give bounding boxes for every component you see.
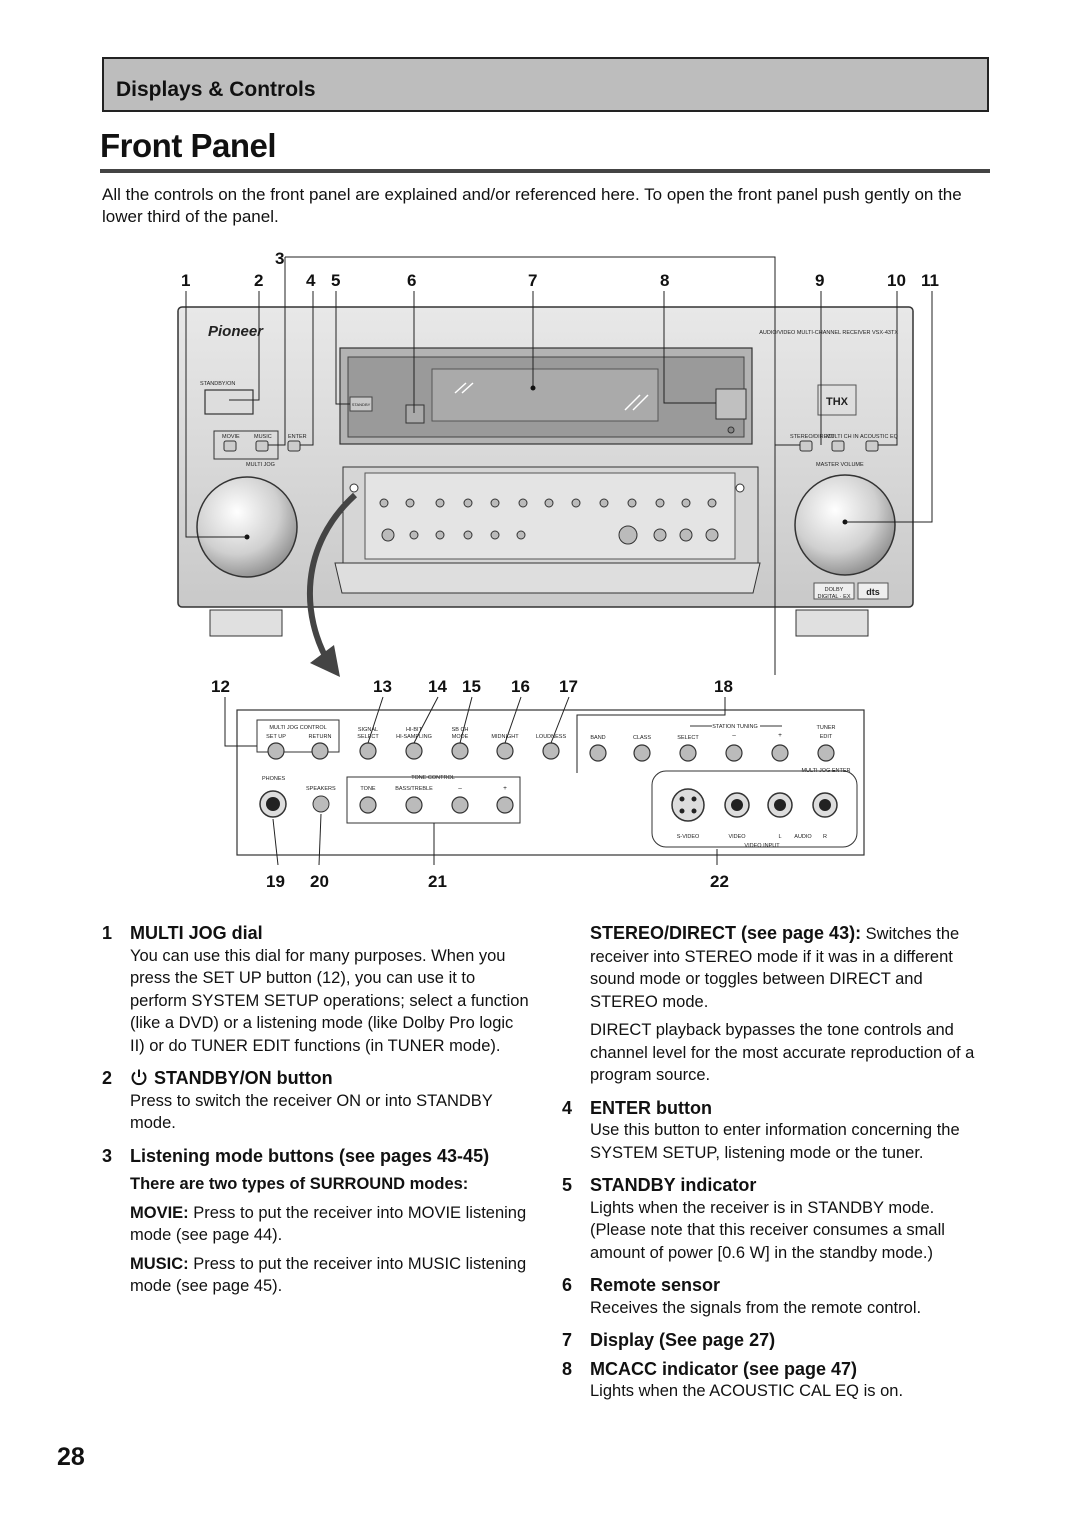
svg-text:STANDBY: STANDBY [351, 402, 371, 407]
remote-sensor [406, 405, 424, 423]
stereo-direct-body2: DIRECT playback bypasses the tone controls and channel level for the most accurate reproduction of a program source. [590, 1021, 975, 1084]
tone-minus-button[interactable] [452, 797, 468, 813]
item-8: 8 MCACC indicator (see page 47) [562, 1358, 858, 1379]
callout-2: 2 [254, 271, 264, 290]
model-label: AUDIO/VIDEO MULTI-CHANNEL RECEIVER VSX-43TX [759, 330, 898, 336]
item-3-heading: Listening mode buttons (see pages 43-45) [130, 1145, 490, 1166]
callout-18: 18 [714, 677, 733, 696]
item-7-heading: Display (See page 27) [590, 1330, 776, 1350]
item-1-heading: MULTI JOG dial [130, 923, 263, 943]
item-3-subheading: There are two types of SURROUND modes: [130, 1175, 469, 1193]
svg-text:AUDIO: AUDIO [794, 834, 812, 840]
tone-plus-button[interactable] [497, 797, 513, 813]
svg-text:+: + [778, 732, 782, 739]
front-panel-figure [0, 245, 1080, 905]
item-6: 6 Remote sensor [562, 1275, 721, 1295]
item-2: 2 STANDBY/ON button [102, 1068, 333, 1088]
svg-text:HI-BIT: HI-BIT [406, 727, 422, 733]
callout-16: 16 [511, 677, 530, 696]
midnight-button[interactable] [497, 743, 513, 759]
callout-4: 4 [306, 271, 316, 290]
stereo-direct-button[interactable] [800, 441, 812, 451]
movie-button[interactable] [224, 441, 236, 451]
item-6-body: Receives the signals from the remote control. [590, 1298, 922, 1317]
acoustic-eq-label: ACOUSTIC EQ [860, 434, 898, 440]
section-title: Displays & Controls [116, 78, 316, 101]
svg-text:VIDEO: VIDEO [728, 834, 746, 840]
callout-3: 3 [275, 249, 285, 268]
right-foot [796, 610, 868, 636]
multi-ch-in-button[interactable] [832, 441, 844, 451]
callout-20: 20 [310, 872, 329, 891]
svg-text:LOUDNESS: LOUDNESS [535, 734, 567, 740]
svg-text:L: L [778, 834, 782, 840]
callout-10: 10 [887, 271, 906, 290]
speakers-button[interactable] [313, 796, 329, 812]
item-3: 3 Listening mode buttons (see pages 43-45) [102, 1145, 490, 1166]
tuner-edit-button[interactable] [818, 745, 834, 761]
svg-text:SB CH: SB CH [451, 727, 469, 733]
callout-6: 6 [407, 271, 417, 290]
svg-text:DOLBY: DOLBY [824, 587, 844, 593]
svg-text:VIDEO INPUT: VIDEO INPUT [744, 843, 780, 849]
svg-text:MULTI JOG ENTER: MULTI JOG ENTER [801, 768, 851, 774]
svg-text:BAND: BAND [590, 735, 606, 741]
title-rule [100, 169, 990, 173]
svg-text:CLASS: CLASS [632, 735, 652, 741]
standby-on-button[interactable] [205, 390, 253, 414]
callout-11: 11 [921, 271, 939, 290]
item-7: 7 Display (See page 27) [562, 1330, 776, 1350]
item-4: 4 ENTER button [562, 1097, 712, 1118]
svg-text:MODE: MODE [451, 734, 469, 740]
svg-text:TONE: TONE [360, 786, 376, 792]
pioneer-logo: Pioneer [208, 323, 264, 340]
callout-19: 19 [266, 872, 285, 891]
svg-text:SELECT: SELECT [677, 735, 699, 741]
mcacc-indicator [716, 389, 746, 419]
stereo-direct-entry: STEREO/DIRECT (see page 43): Switches the receiver into STEREO mode if it was in a different sound mode or toggles between DIRECT and STEREO mode. [590, 923, 960, 1011]
item-5-body: Lights when the receiver is in STANDBY mode. (Please note that this receiver consumes a small amount of power [0.6 W] in the standby mode.) [590, 1198, 945, 1262]
callout-13: 13 [373, 677, 392, 696]
tone-button[interactable] [360, 797, 376, 813]
item-8-heading: MCACC indicator (see page 47) [590, 1358, 858, 1379]
return-button[interactable] [312, 743, 328, 759]
callout-22: 22 [710, 872, 729, 891]
callout-12: 12 [211, 677, 230, 696]
enter-label: ENTER [288, 434, 307, 440]
callout-5: 5 [331, 271, 341, 290]
power-icon [130, 1068, 148, 1086]
standby-on-label: STANDBY/ON [200, 381, 236, 387]
item-8-body: Lights when the ACOUSTIC CAL EQ is on. [590, 1382, 904, 1400]
svg-text:BASS/TREBLE: BASS/TREBLE [395, 786, 433, 792]
svg-text:S-VIDEO: S-VIDEO [676, 834, 700, 840]
left-column [102, 922, 532, 1298]
stereo-direct-label: STEREO/DIRECT [790, 434, 835, 440]
band-button[interactable] [590, 745, 606, 761]
svg-text:TONE CONTROL: TONE CONTROL [411, 775, 455, 781]
svg-text:+: + [503, 785, 507, 792]
multi-ch-in-label: MULTI CH IN [826, 434, 859, 440]
master-volume-label: MASTER VOLUME [816, 462, 864, 468]
item-1: 1 MULTI JOG dial [102, 923, 263, 943]
music-button[interactable] [256, 441, 268, 451]
item-3-music: MUSIC: Press to put the receiver into MUSIC listening mode (see page 45). [130, 1254, 527, 1295]
item-6-heading: Remote sensor [590, 1275, 721, 1295]
callout-21: 21 [428, 872, 447, 891]
intro-paragraph: All the controls on the front panel are explained and/or referenced here. To open the front panel push gently on the lower third of the panel. [102, 185, 962, 226]
page-number: 28 [57, 1443, 85, 1471]
front-panel-diagram [0, 245, 1080, 905]
callout-9: 9 [815, 271, 825, 290]
s-video-jack[interactable] [672, 789, 704, 821]
svg-text:RETURN: RETURN [308, 734, 332, 740]
callout-8: 8 [660, 271, 670, 290]
svg-text:SPEAKERS: SPEAKERS [306, 786, 336, 792]
callout-1: 1 [181, 271, 191, 290]
item-4-body: Use this button to enter information concerning the SYSTEM SETUP, listening mode or the tuner. [590, 1121, 960, 1162]
svg-text:THX: THX [826, 396, 848, 408]
multi-jog-control-label: MULTI JOG CONTROL [269, 725, 327, 731]
svg-text:MIDNIGHT: MIDNIGHT [491, 734, 519, 740]
item-2-body: Press to switch the receiver ON or into STANDBY mode. [130, 1091, 493, 1132]
sb-ch-mode-button[interactable] [452, 743, 468, 759]
callout-15: 15 [462, 677, 481, 696]
callout-7: 7 [528, 271, 538, 290]
bottom-callouts-lower [266, 872, 729, 891]
page-title: Front Panel [100, 127, 277, 164]
multi-jog-dial[interactable] [197, 477, 297, 577]
svg-text:STATION TUNING: STATION TUNING [712, 724, 758, 730]
select-button[interactable] [680, 745, 696, 761]
multi-jog-label: MULTI JOG [246, 462, 275, 468]
item-3-movie: MOVIE: Press to put the receiver into MOVIE listening mode (see page 44). [130, 1203, 527, 1244]
item-1-body: You can use this dial for many purposes. When you press the SET UP button (12), you can use it to perform SYSTEM SETUP operations; select a function (like a DVD) or a listening mode (like Dolby Pro logic II) or do TUNER EDIT functions (in TUNER mode). [130, 946, 529, 1055]
master-volume-dial[interactable] [795, 475, 895, 575]
front-flap [335, 563, 760, 593]
bottom-callouts-upper [211, 677, 733, 696]
enter-button[interactable] [288, 441, 300, 451]
section-header-box [102, 57, 989, 112]
svg-text:SIGNAL: SIGNAL [357, 727, 379, 733]
item-2-heading: STANDBY/ON button [154, 1068, 333, 1088]
fl-display [432, 369, 658, 421]
item-5-heading: STANDBY indicator [590, 1175, 757, 1195]
tune-minus-button[interactable] [726, 745, 742, 761]
right-column [562, 922, 992, 1403]
detail-panel [237, 710, 864, 855]
svg-text:SELECT: SELECT [357, 734, 379, 740]
svg-text:dts: dts [866, 587, 880, 597]
top-callouts [181, 249, 939, 290]
set-up-button[interactable] [268, 743, 284, 759]
svg-text:–: – [458, 785, 462, 792]
item-4-heading: ENTER button [590, 1097, 712, 1118]
left-foot [210, 610, 282, 636]
svg-text:DIGITAL · EX: DIGITAL · EX [817, 594, 851, 600]
callout-14: 14 [428, 677, 447, 696]
svg-text:PHONES: PHONES [262, 776, 286, 782]
signal-select-button[interactable] [360, 743, 376, 759]
acoustic-eq-button[interactable] [866, 441, 878, 451]
class-button[interactable] [634, 745, 650, 761]
svg-text:–: – [732, 732, 736, 739]
music-label: MUSIC [254, 434, 272, 440]
item-5: 5 STANDBY indicator [562, 1175, 757, 1195]
svg-text:TUNER: TUNER [816, 725, 836, 731]
movie-label: MOVIE [222, 434, 240, 440]
svg-text:R: R [823, 834, 827, 840]
callout-17: 17 [559, 677, 578, 696]
bass-treble-button[interactable] [406, 797, 422, 813]
svg-text:EDIT: EDIT [819, 734, 833, 740]
tune-plus-button[interactable] [772, 745, 788, 761]
svg-text:SET UP: SET UP [266, 734, 286, 740]
loudness-button[interactable] [543, 743, 559, 759]
svg-text:HI-SAMPLING: HI-SAMPLING [396, 734, 432, 740]
hi-bit-button[interactable] [406, 743, 422, 759]
